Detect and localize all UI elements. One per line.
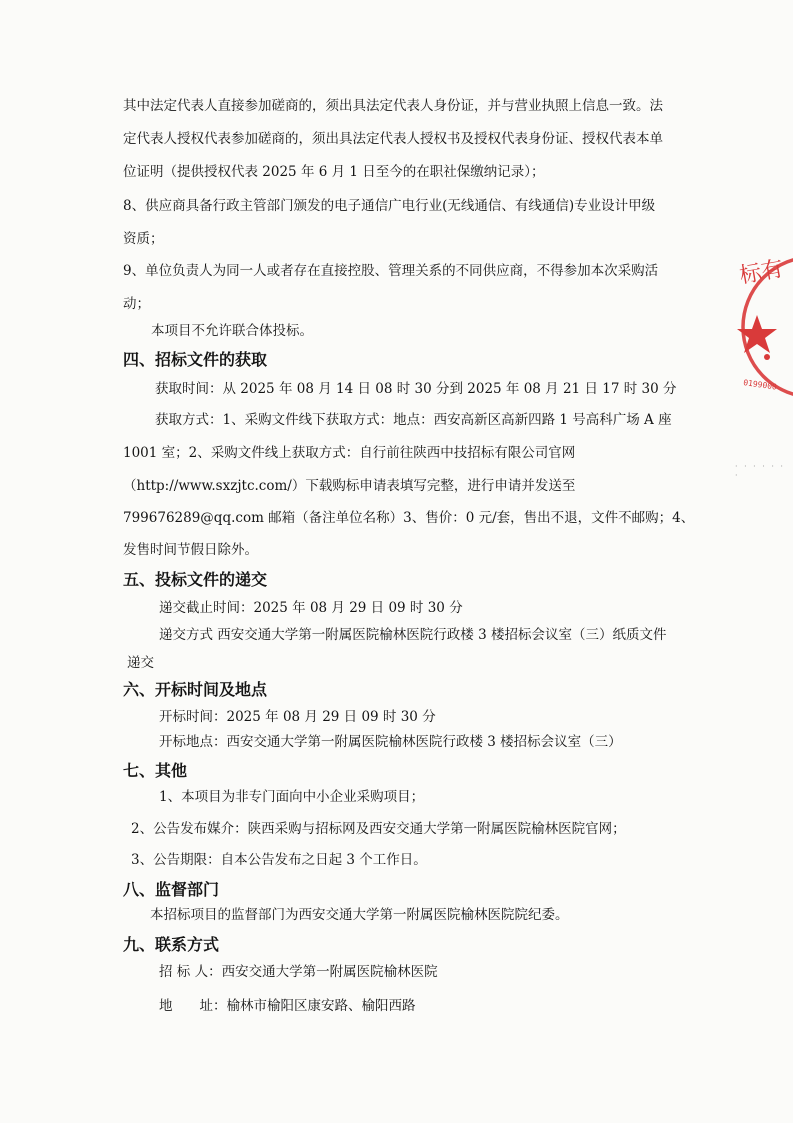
section-heading: 八、监督部门 — [123, 880, 220, 899]
paragraph-line: （http://www.sxzjtc.com/）下载购标申请表填写完整，进行申请并发送至 — [123, 478, 576, 494]
paragraph-line: 2、公告发布媒介：陕西采购与招标网及西安交通大学第一附属医院榆林医院官网； — [131, 821, 626, 837]
paragraph-line: 其中法定代表人直接参加磋商的，须出具法定代表人身份证，并与营业执照上信息一致。法 — [123, 98, 663, 114]
paragraph-line: 发售时间节假日除外。 — [123, 542, 258, 558]
section-heading: 九、联系方式 — [123, 935, 220, 954]
section-heading: 五、投标文件的递交 — [123, 570, 268, 589]
paragraph-line: 8、供应商具备行政主管部门颁发的电子通信广电行业(无线通信、有线通信)专业设计甲级 — [123, 198, 656, 214]
paragraph-line: 本项目不允许联合体投标。 — [151, 323, 313, 339]
section-heading: 四、招标文件的获取 — [123, 350, 268, 369]
section-heading: 七、其他 — [123, 761, 188, 780]
paragraph-line: 动； — [123, 296, 150, 312]
paragraph-line: 递交截止时间：2025 年 08 月 29 日 09 时 30 分 — [159, 600, 463, 616]
svg-text:0199000: 0199000 — [742, 378, 778, 392]
paragraph-line: 本招标项目的监督部门为西安交通大学第一附属医院榆林医院院纪委。 — [150, 907, 569, 923]
scan-dots: · · · · · · · — [735, 462, 785, 480]
paragraph-line: 开标地点：西安交通大学第一附属医院榆林医院行政楼 3 楼招标会议室（三） — [159, 734, 622, 750]
paragraph-line: 资质； — [123, 231, 164, 247]
paragraph-line: 1001 室；2、采购文件线上获取方式：自行前往陕西中技招标有限公司官网 — [123, 445, 576, 461]
svg-text:标有: 标有 — [737, 256, 786, 289]
paragraph-line: 3、公告期限：自本公告发布之日起 3 个工作日。 — [131, 852, 427, 868]
paragraph-line: 定代表人授权代表参加磋商的，须出具法定代表人授权书及授权代表身份证、授权代表本单 — [123, 131, 663, 147]
paragraph-line: 地 址：榆林市榆阳区康安路、榆阳西路 — [159, 998, 416, 1014]
paragraph-line: 799676289@qq.com 邮箱（备注单位名称）3、售价：0 元/套，售出不退，文件不邮购；4、 — [123, 510, 695, 526]
paragraph-line: 招 标 人：西安交通大学第一附属医院榆林医院 — [159, 964, 438, 980]
company-seal — [735, 245, 793, 410]
paragraph-line: 获取时间：从 2025 年 08 月 14 日 08 时 30 分到 2025 年 08 月 21 日 17 时 30 分 — [155, 381, 677, 397]
paragraph-line: 递交方式 西安交通大学第一附属医院榆林医院行政楼 3 楼招标会议室（三）纸质文件 — [159, 627, 667, 643]
paragraph-line: 9、单位负责人为同一人或者存在直接控股、管理关系的不同供应商，不得参加本次采购活 — [123, 263, 659, 279]
paragraph-line: 递交 — [127, 655, 154, 671]
section-heading: 六、开标时间及地点 — [123, 680, 268, 699]
paragraph-line: 获取方式：1、采购文件线下获取方式：地点：西安高新区高新四路 1 号高科广场 A 座 — [155, 412, 672, 428]
paragraph-line: 1、本项目为非专门面向中小企业采购项目； — [159, 789, 425, 805]
paragraph-line: 位证明（提供授权代表 2025 年 6 月 1 日至今的在职社保缴纳记录）； — [123, 164, 545, 180]
paragraph-line: 开标时间：2025 年 08 月 29 日 09 时 30 分 — [159, 709, 436, 725]
